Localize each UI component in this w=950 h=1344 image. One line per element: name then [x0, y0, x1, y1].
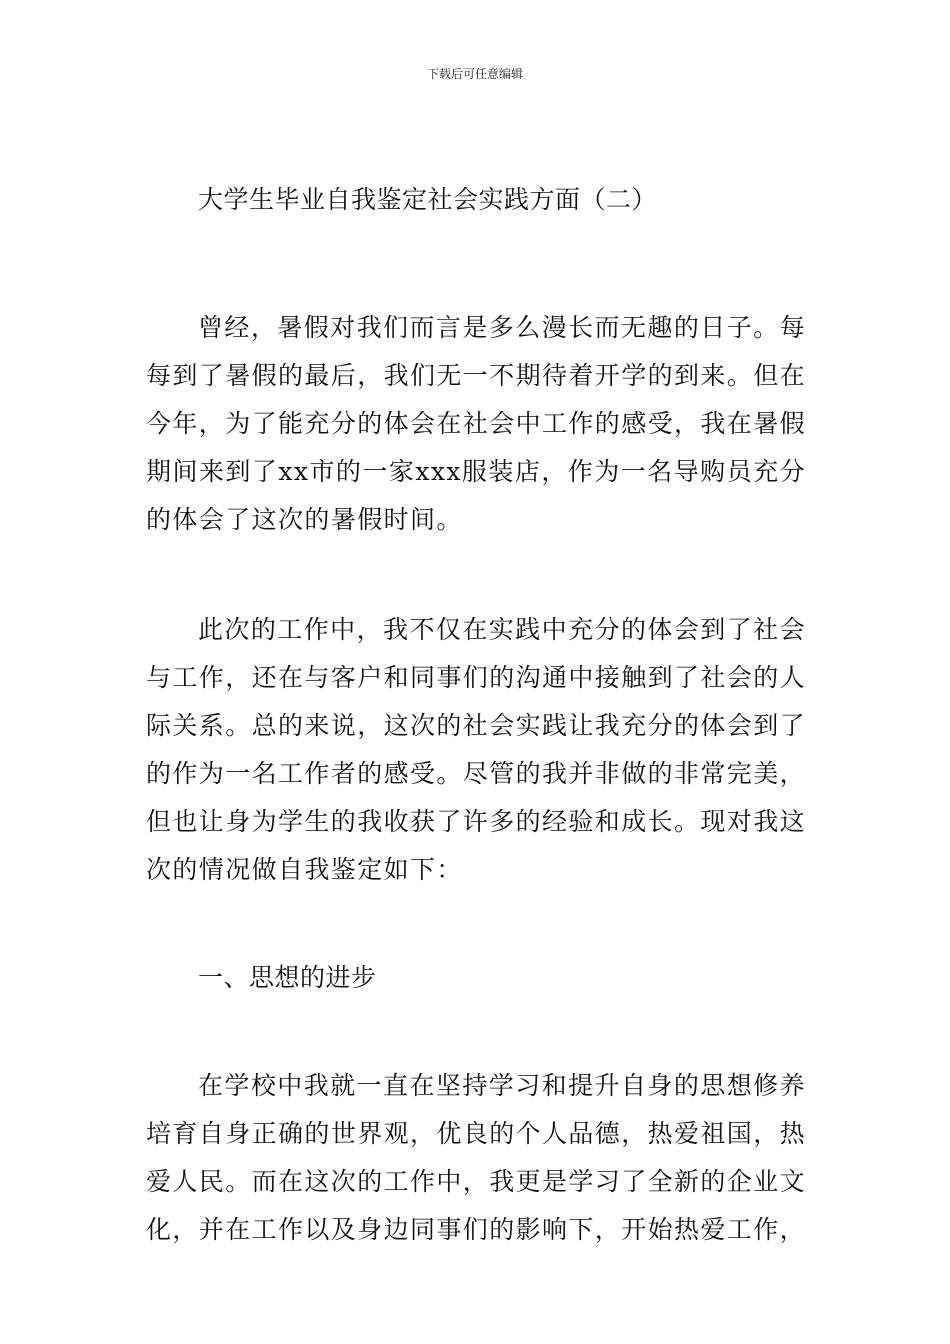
header-note: 下载后可任意编辑 [426, 67, 523, 81]
paragraph-summary: 此次的工作中，我不仅在实践中充分的体会到了社会与工作，还在与客户和同事们的沟通中接触到了社会的人际关系。总的来说，这次的社会实践让我充分的体会到了的作为一名工作者的感受。尽管的我并非做的非常完美，但也让身为学生的我收获了许多的经验和成长。现对我这次的情况做自我鉴定如下： [146, 615, 807, 884]
document-title: 大学生毕业自我鉴定社会实践方面（二） [198, 185, 658, 214]
paragraph-intro: 曾经，暑假对我们而言是多么漫长而无趣的日子。每每到了暑假的最后，我们无一不期待着开学的到来。但在今年，为了能充分的体会在社会中工作的感受，我在暑假期间来到了xx市的一家xxx服装店，作为一名导购员充分的体会了这次的暑假时间。 [146, 313, 807, 534]
paragraph-section: 在学校中我就一直在坚持学习和提升自身的思想修养培育自身正确的世界观，优良的个人品德，热爱祖国，热爱人民。而在这次的工作中，我更是学习了全新的企业文化，并在工作以及身边同事们的影响下，开始热爱工作， [146, 1071, 807, 1244]
section-heading: 一、思想的进步 [198, 963, 377, 992]
document-body [146, 178, 806, 1254]
